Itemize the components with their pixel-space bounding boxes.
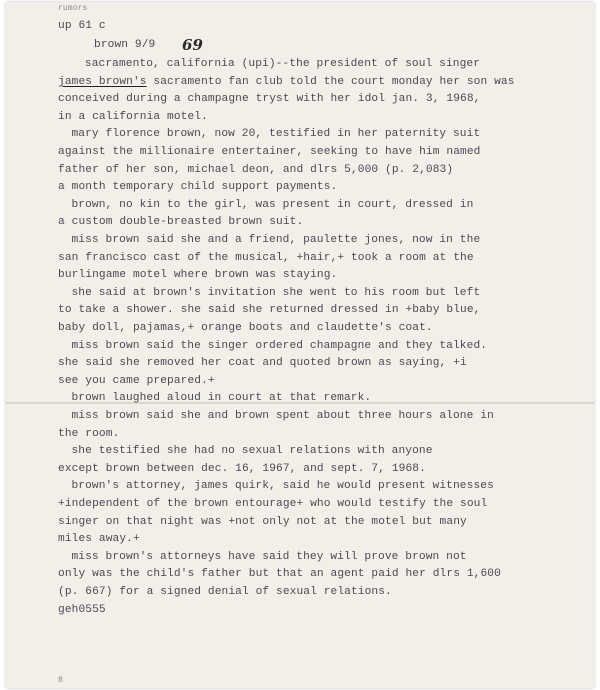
story-line: she said at brown's invitation she went to his room but left [71, 286, 481, 299]
underlined-name: james brown's [58, 75, 147, 88]
story-line: miles away.+ [58, 533, 140, 546]
story-line: the room. [58, 427, 120, 440]
corner-mark: rumors [58, 4, 88, 13]
story-line: father of her son, michael deon, and dlrs 5,000 (p. 2,083) [58, 163, 454, 176]
story-line: miss brown said she and a friend, paulette jones, now in the [71, 234, 481, 246]
story-line-text: sacramento fan club told the court monday her son was [146, 75, 515, 88]
story-line: a custom double-breasted brown suit. [58, 216, 304, 229]
story-line: burlingame motel where brown was staying. [58, 269, 338, 282]
story-line: baby doll, pajamas,+ orange boots and claudette's coat. [58, 322, 433, 334]
story-line: san francisco cast of the musical, +hair,+ took a room at the [58, 251, 474, 264]
story-line: singer on that night was +not only not at the motel but many [58, 515, 467, 528]
story-line: against the millionaire entertainer, seeking to have him named [58, 146, 481, 158]
story-line: in a california motel. [58, 110, 208, 123]
story-line: only was the child's father but that an agent paid her dlrs 1,600 [58, 568, 501, 581]
footer-mark: 8 [58, 676, 63, 685]
story-line: conceived during a champagne tryst with her idol jan. 3, 1968, [58, 93, 481, 106]
story-line: geh0555 [58, 603, 106, 616]
story-line: she testified she had no sexual relations with anyone [71, 445, 433, 458]
handwritten-note: 69 [182, 36, 204, 54]
story-line: a month temporary child support payments. [58, 181, 338, 194]
story-line: see you came prepared.+ [58, 374, 215, 387]
story-line: miss brown's attorneys have said they will prove brown not [71, 550, 467, 563]
story-line: to take a shower. she said she returned dressed in +baby blue, [58, 304, 481, 317]
wire-story-text [6, 2, 594, 688]
slug-line: up 61 c [58, 20, 106, 32]
story-line [58, 75, 515, 89]
story-line: mary florence brown, now 20, testified in her paternity suit [71, 128, 481, 141]
story-line: brown's attorney, james quirk, said he would present witnesses [71, 480, 494, 493]
story-line: miss brown said she and brown spent about three hours alone in [71, 410, 494, 422]
story-line: brown laughed aloud in court at that remark. [71, 392, 372, 405]
story-line: miss brown said the singer ordered champagne and they talked. [71, 339, 488, 352]
story-title: brown 9/9 [94, 39, 156, 51]
story-line: +independent of the brown entourage+ who would testify the soul [58, 498, 488, 510]
story-line: except brown between dec. 16, 1967, and sept. 7, 1968. [58, 462, 426, 475]
story-line: (p. 667) for a signed denial of sexual relations. [58, 586, 392, 598]
story-line: sacramento, california (upi)--the president of soul singer [84, 58, 481, 70]
story-line: she said she removed her coat and quoted brown as saying, +i [58, 357, 467, 370]
story-line: brown, no kin to the girl, was present in court, dressed in [71, 198, 474, 211]
wire-copy-page [6, 2, 594, 688]
